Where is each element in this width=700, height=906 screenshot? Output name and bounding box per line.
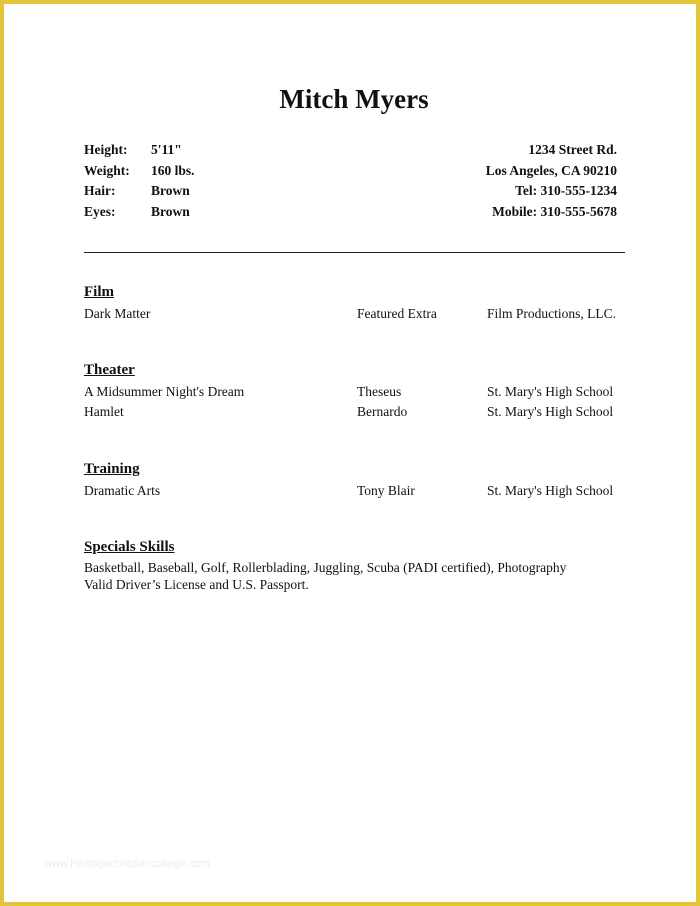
section-heading: Training <box>84 461 140 477</box>
actor-name: Mitch Myers <box>279 84 429 114</box>
credit-role: Tony Blair <box>357 483 415 498</box>
credit-title: Hamlet <box>84 404 124 419</box>
contact-mobile: Mobile: 310-555-5678 <box>492 203 617 219</box>
stat-label: Height: <box>84 142 128 157</box>
physical-stats <box>84 140 195 222</box>
credit-title: A Midsummer Night's Dream <box>84 384 245 399</box>
section-skills <box>84 537 644 593</box>
credit-row <box>84 481 644 501</box>
credit-venue: St. Mary's High School <box>487 483 614 498</box>
divider <box>84 252 625 253</box>
credit-row <box>84 304 644 324</box>
skills-line: Basketball, Baseball, Golf, Rollerblading, Juggling, Scuba (PADI certified), Photography <box>84 560 567 575</box>
credit-venue: Film Productions, LLC. <box>487 306 617 321</box>
stat-value: 160 lbs. <box>151 162 195 178</box>
stat-label: Eyes: <box>84 203 116 219</box>
contact-address: 1234 Street Rd. <box>528 142 617 157</box>
credit-role: Bernardo <box>357 404 408 419</box>
contact-city: Los Angeles, CA 90210 <box>485 162 617 178</box>
section-heading: Theater <box>84 362 135 378</box>
stat-height <box>84 140 195 161</box>
stat-value: Brown <box>151 183 190 198</box>
section-heading: Film <box>84 284 114 300</box>
section-training <box>84 459 644 501</box>
credit-venue: St. Mary's High School <box>487 404 614 419</box>
credit-row <box>84 382 644 402</box>
credit-row <box>84 402 644 422</box>
contact-info <box>486 140 617 222</box>
credit-title: Dark Matter <box>84 306 151 321</box>
section-heading: Specials Skills <box>84 539 175 555</box>
stat-hair <box>84 181 195 202</box>
stat-value: 5'11" <box>151 142 182 157</box>
contact-tel: Tel: 310-555-1234 <box>515 183 617 198</box>
section-theater <box>84 360 644 422</box>
watermark: www.heritagechristiancollege.com <box>44 858 210 870</box>
stat-label: Hair: <box>84 183 116 198</box>
credit-role: Theseus <box>357 384 402 399</box>
stat-weight <box>84 161 195 182</box>
credit-venue: St. Mary's High School <box>487 384 614 399</box>
stat-label: Weight: <box>84 162 130 178</box>
stat-eyes <box>84 202 195 223</box>
credit-title: Dramatic Arts <box>84 483 161 498</box>
stat-value: Brown <box>151 203 190 219</box>
credit-role: Featured Extra <box>357 306 437 321</box>
skills-line: Valid Driver’s License and U.S. Passport. <box>84 577 309 592</box>
section-film <box>84 282 644 324</box>
